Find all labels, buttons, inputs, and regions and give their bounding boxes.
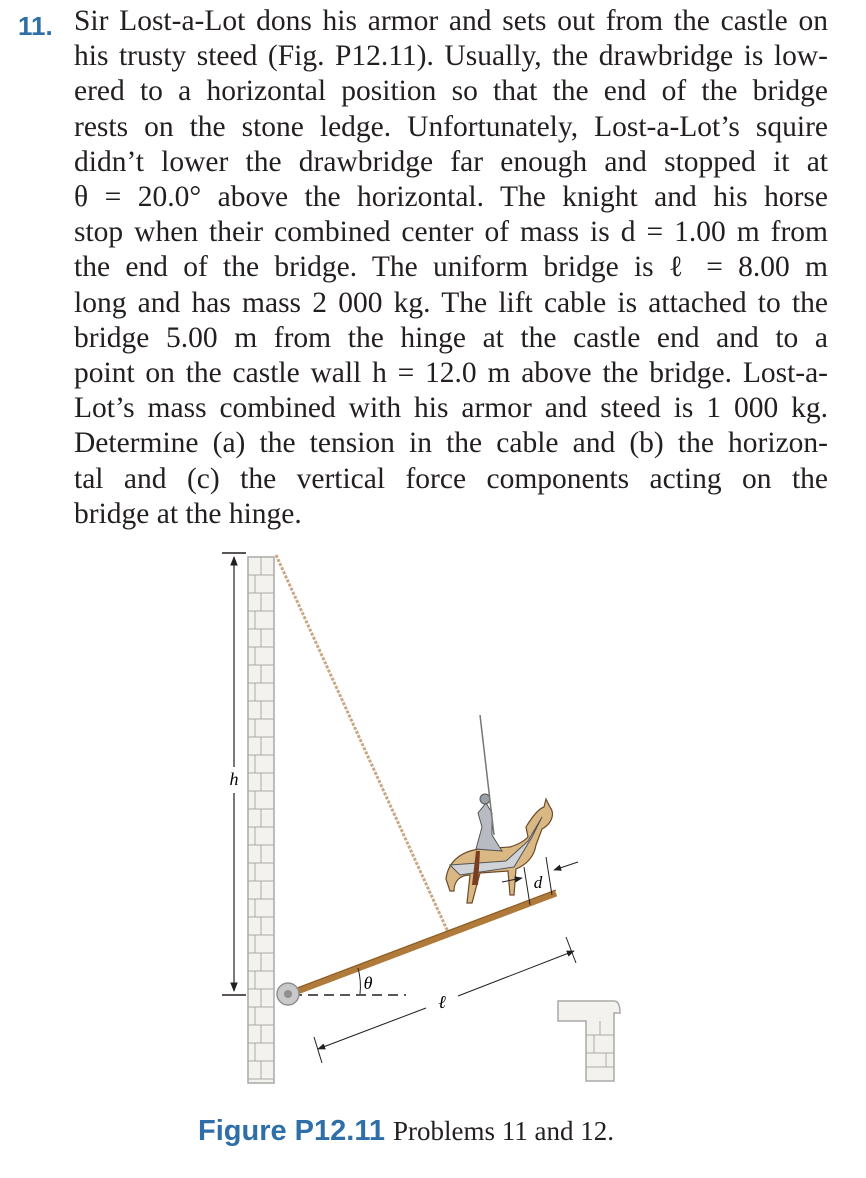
castle-wall [248, 557, 274, 1083]
problem-text-line: ered to a horizontal position so that the end of the bridge [74, 75, 828, 108]
problem-text-line: long and has mass 2 000 kg. The lift cable is attached to the [74, 286, 828, 319]
problem-text-line: didn’t lower the drawbridge far enough and stopped it at [74, 145, 828, 178]
caption-label: Figure P12.11 [198, 1115, 385, 1147]
problem-text-line: rests on the stone ledge. Unfortunately, Lost-a-Lot’s squire [74, 110, 828, 143]
label-h: h [229, 769, 239, 789]
problem-text-line: Lot’s mass combined with his armor and steed is 1 000 kg. [74, 392, 828, 425]
problem-text-line: Determine (a) the tension in the cable and (b) the horizon- [74, 427, 828, 460]
caption-text: Problems 11 and 12. [393, 1116, 614, 1146]
problem-text-line: bridge at the hinge. [74, 497, 302, 530]
problem-text-line: bridge 5.00 m from the hinge at the castle end and to a [74, 321, 828, 354]
label-ell: ℓ [438, 992, 446, 1012]
problem-11 [18, 4, 828, 532]
problem-text-line: θ = 20.0° above the horizontal. The knight and his horse [74, 181, 828, 214]
problem-text-line: his trusty steed (Fig. P12.11). Usually, the drawbridge is low- [74, 40, 828, 73]
label-d: d [533, 873, 543, 892]
drawbridge [292, 893, 556, 993]
lift-cable [276, 555, 448, 932]
problem-text-line: stop when their combined center of mass is d = 1.00 m from [74, 216, 828, 249]
problem-text-line: Sir Lost-a-Lot dons his armor and sets out from the castle on [74, 5, 828, 37]
problem-text-line: tal and (c) the vertical force components acting on the [74, 462, 828, 495]
height-dimension [222, 553, 246, 995]
figure-p12-11 [210, 545, 640, 1085]
hinge [277, 983, 299, 1005]
problem-text [74, 4, 828, 532]
length-dimension [314, 937, 576, 1063]
problem-number: 11. [18, 11, 53, 41]
problem-text-line: point on the castle wall h = 12.0 m above the bridge. Lost-a- [74, 357, 828, 390]
problem-text-line: the end of the bridge. The uniform bridge is ℓ = 8.00 m [74, 251, 828, 284]
stone-ledge [558, 1001, 620, 1081]
figure-caption [198, 1115, 614, 1148]
label-theta: θ [363, 973, 373, 993]
